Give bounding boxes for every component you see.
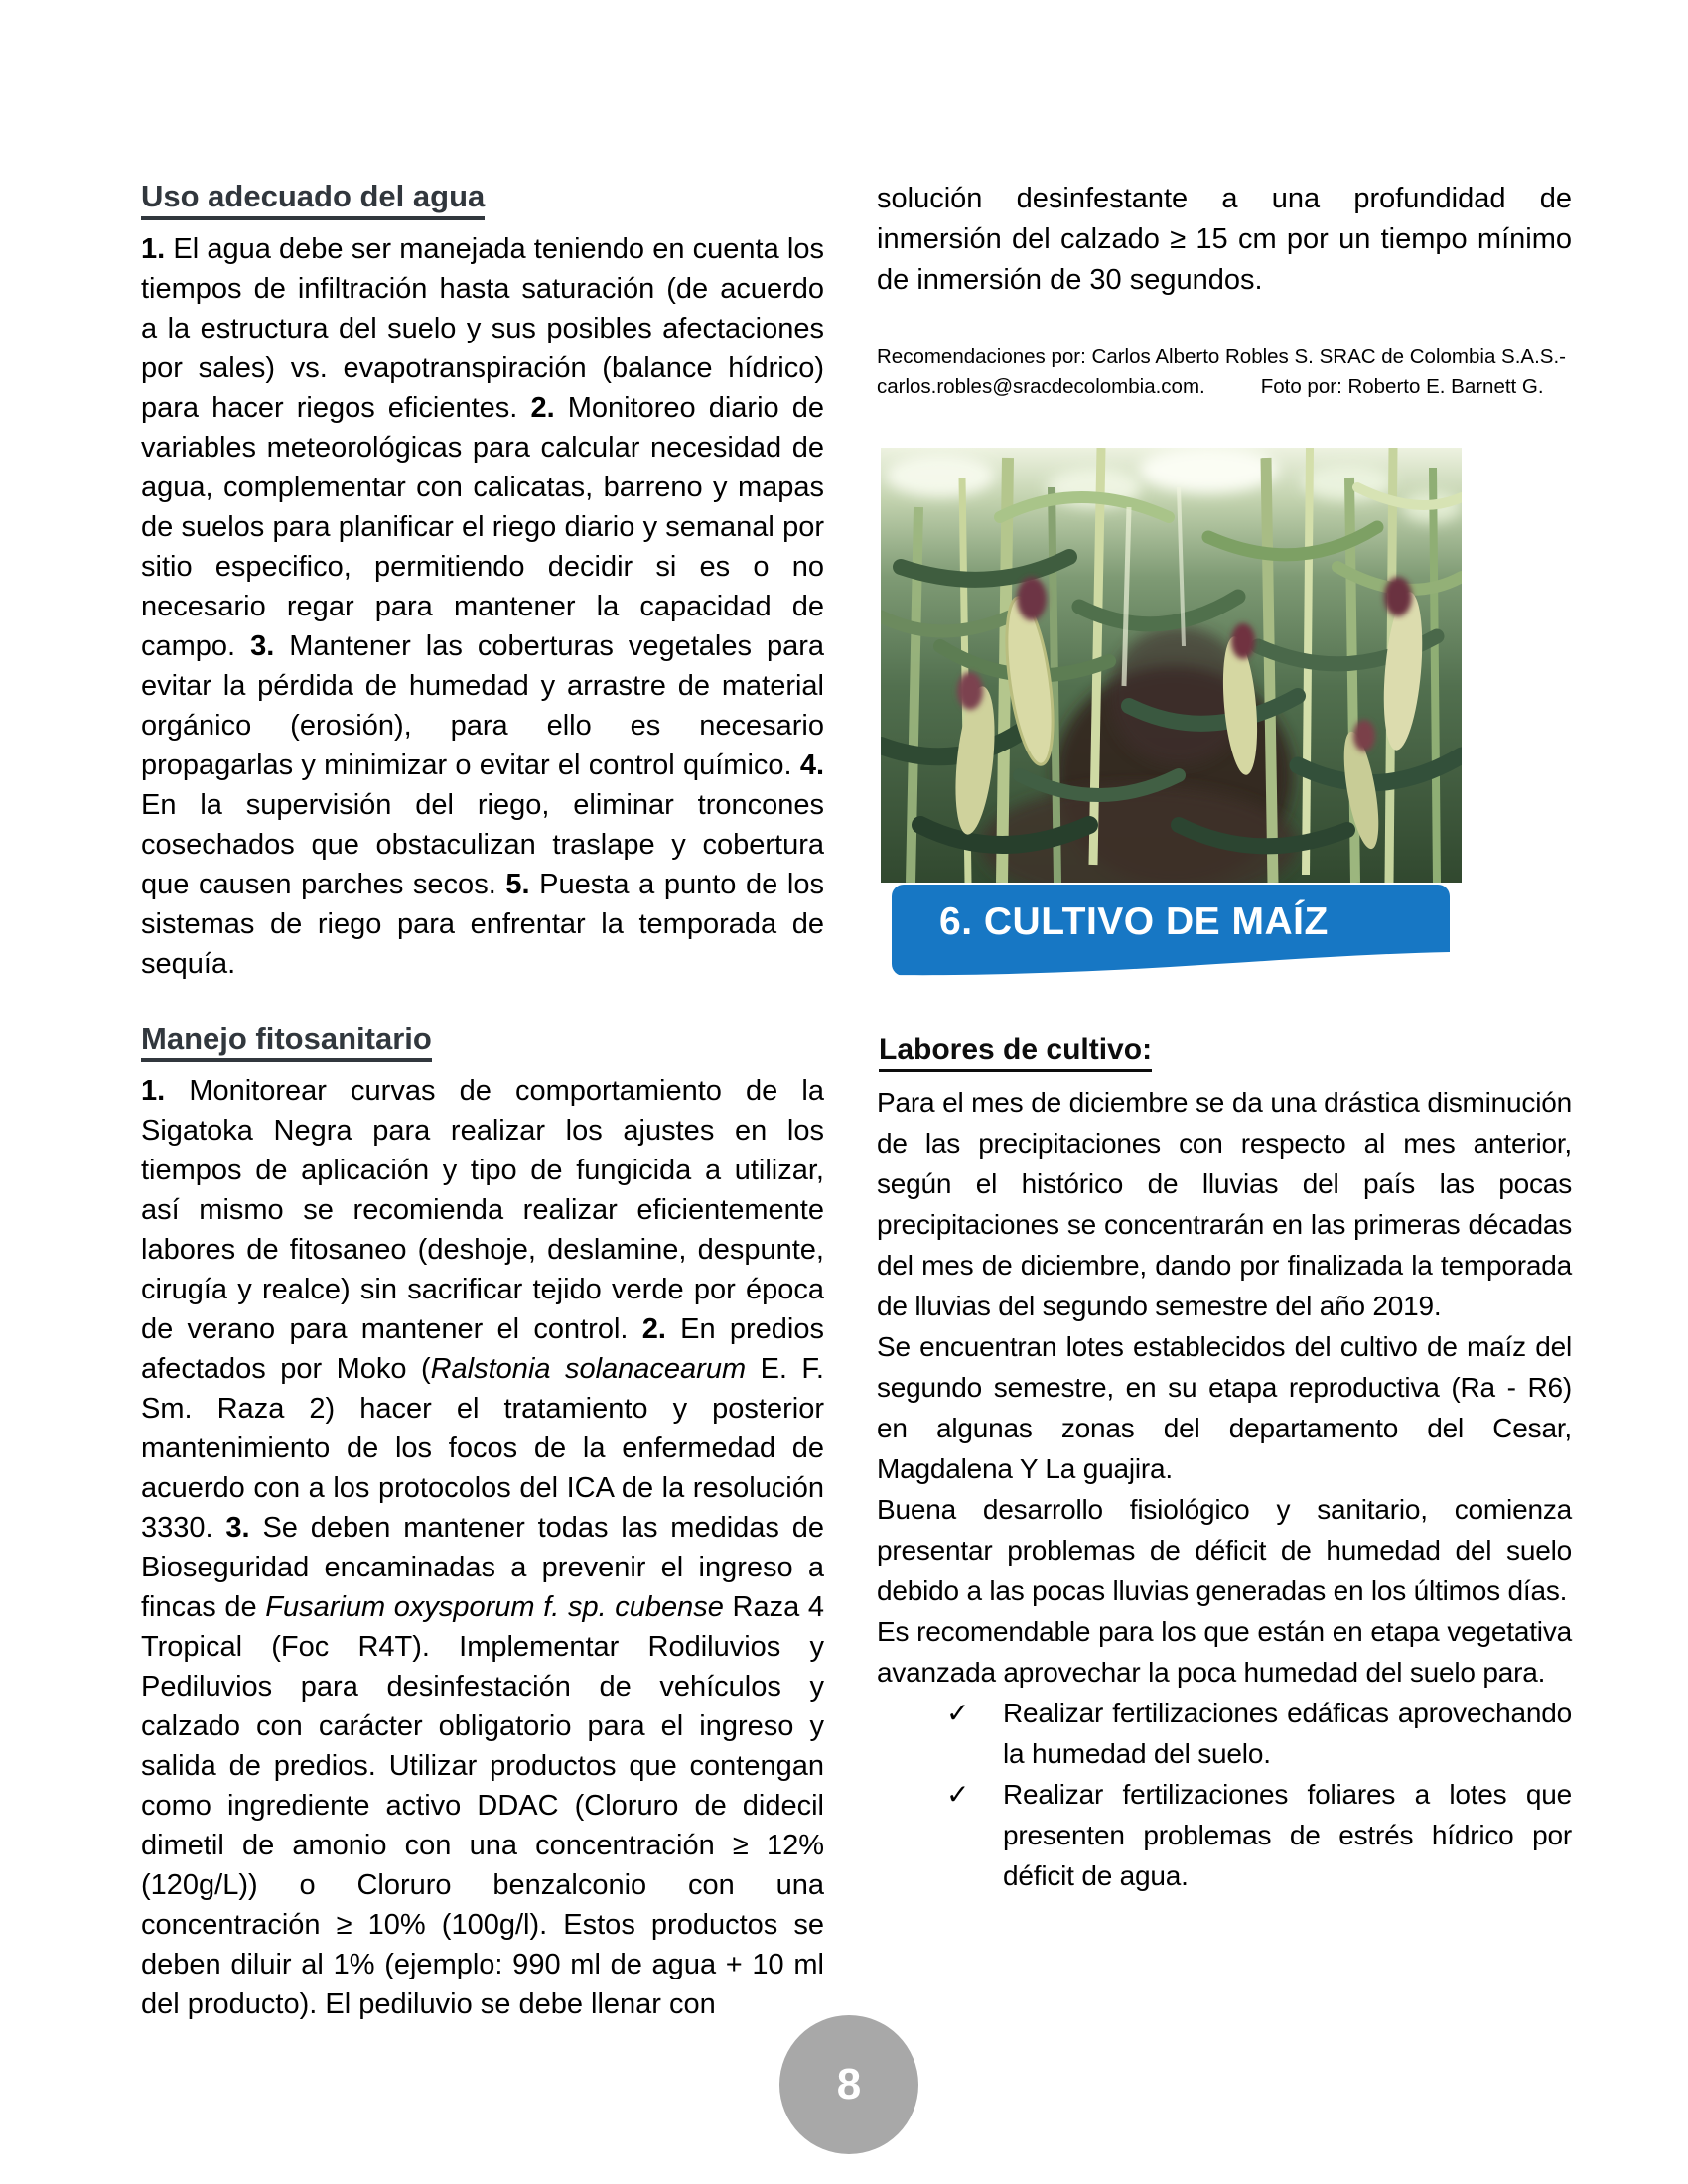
text-run: 2. [530,391,555,424]
text-run: Mantener las coberturas vegetales para evitar la pérdida de humedad y arrastre de material orgánico (erosión), para ello es necesario propagarlas y minimizar o evitar el control químico. [141,629,824,781]
text-run: Fusarium oxysporum f. sp. cubense [265,1591,724,1624]
banner-wave-decoration [892,946,1450,977]
left-column [141,179,824,2024]
text-run: 5. [505,868,530,900]
section-paragraphs [877,1082,1572,1693]
paragraph: Buena desarrollo fisiológico y sanitario, comienza presentar problemas de déficit de humedad del suelo debido a las pocas lluvias generadas en los últimos días. [877,1493,1572,1606]
text-run: 3. [225,1512,250,1545]
list-item-text: Realizar fertilizaciones foliares a lotes que presenten problemas de estrés hídrico por déficit de agua. [1003,1778,1572,1891]
section-manejo-fitosanitario [141,1022,824,2025]
page-number-badge [779,2015,918,2154]
section-body [141,1071,824,2024]
section-uso-adecuado-del-agua [141,179,824,984]
text-run: En predios afectados por Moko ( [141,1313,825,1386]
text-run: Monitorear curvas de comportamiento de la Sigatoka Negra para realizar los ajustes en los tiempos de aplicación y tipo de fungicida a utilizar, así mismo se recomienda realizar eficientemente labores de fitosaneo (deshoje, deslamine, despunte, cirugía y realce) sin sacrificar tejido verde por época de verano para mantener el control. [141,1075,824,1346]
intro-paragraph: solución desinfestante a una profundidad de inmersión del calzado ≥ 15 cm por un tiempo mínimo de inmersión de 30 segundos. [877,183,1572,296]
paragraph: Se encuentran lotes establecidos del cultivo de maíz del segundo semestre, en su etapa reproductiva (Ra - R6) en algunas zonas del departamento del Cesar, Magdalena Y La guajira. [877,1330,1572,1484]
corn-field-photo [881,448,1462,883]
corn-field-illustration [881,448,1462,883]
text-run: 4. [799,749,824,781]
section-heading: Uso adecuado del agua [141,179,485,220]
text-run: 1. [141,1075,166,1108]
banner-title: 6. CULTIVO DE MAÍZ [939,900,1329,943]
bullet-list [877,1693,1572,1896]
text-run: Recomendaciones por: Carlos Alberto Robles S. SRAC de Colombia S.A.S.-carlos.robles@sracdecolombia.com. [877,345,1566,398]
text-run: Se deben mantener todas las medidas de Bioseguridad encaminadas a prevenir el ingreso a fincas de [141,1512,824,1624]
section-heading: Labores de cultivo: [879,1033,1152,1072]
section-banner [892,885,1450,976]
text-run: Foto por: Roberto E. Barnett G. [1260,375,1544,398]
list-item [877,1774,1572,1896]
text-run: 3. [250,629,275,662]
text-run: 2. [641,1313,666,1346]
page-number: 8 [836,2060,862,2109]
text-run: Monitoreo diario de variables meteorológicas para calcular necesidad de agua, complementar con calicatas, barreno y mapas de suelos para planificar el riego diario y semanal por sitio especifico, permitiendo decidir si es o no necesario regar para mantener la capacidad de campo. [141,391,824,662]
list-item-text: Realizar fertilizaciones edáficas aprovechando la humedad del suelo. [1003,1697,1572,1769]
text-run: En la supervisión del riego, eliminar troncones cosechados que obstaculizan traslape y cobertura que causen parches secos. [141,788,824,900]
list-item [877,1693,1572,1774]
credits-text [877,342,1566,402]
text-run: El agua debe ser manejada teniendo en cuenta los tiempos de infiltración hasta saturación (de acuerdo a la estructura del suelo y sus posibles afectaciones por sales) vs. evapotranspiración (balance hídrico) para hacer riegos eficientes. [141,232,824,424]
section-labores-de-cultivo [877,1033,1572,1896]
text-run: Ralstonia solanacearum [430,1353,747,1386]
check-icon: ✓ [946,1778,970,1810]
section-body [141,229,824,984]
text-run: E. F. Sm. Raza 2) hacer el tratamiento y posterior mantenimiento de los focos de la enfermedad de acuerdo con a los protocolos del ICA de la resolución 3330. [141,1353,824,1545]
right-column [877,179,1572,1896]
paragraph: Es recomendable para los que están en etapa vegetativa avanzada aprovechar la poca humedad del suelo para. [877,1615,1572,1688]
section-heading: Manejo fitosanitario [141,1022,432,1063]
check-icon: ✓ [946,1697,970,1728]
paragraph: Para el mes de diciembre se da una drástica disminución de las precipitaciones con respecto al mes anterior, según el histórico de lluvias del país las pocas precipitaciones se concentrarán en las primeras décadas del mes de diciembre, dando por finalizada la temporada de lluvias del segundo semestre del año 2019. [877,1086,1572,1321]
text-run: Puesta a punto de los sistemas de riego para enfrentar la temporada de sequía. [141,868,824,980]
text-run: 1. [141,232,166,265]
text-run: Raza 4 Tropical (Foc R4T). Implementar Rodiluvios y Pediluvios para desinfestación de vehículos y calzado con carácter obligatorio para el ingreso y salida de predios. Utilizar productos que contengan como ingrediente activo DDAC (Cloruro de didecil dimetil de amonio con una concentración ≥ 12% (120g/L)) o Cloruro benzalconio con una concentración ≥ 10% (100g/l). Estos productos se deben diluir al 1% (ejemplo: 990 ml de agua + 10 ml del producto). El pediluvio se debe llenar con [141,1591,824,2021]
